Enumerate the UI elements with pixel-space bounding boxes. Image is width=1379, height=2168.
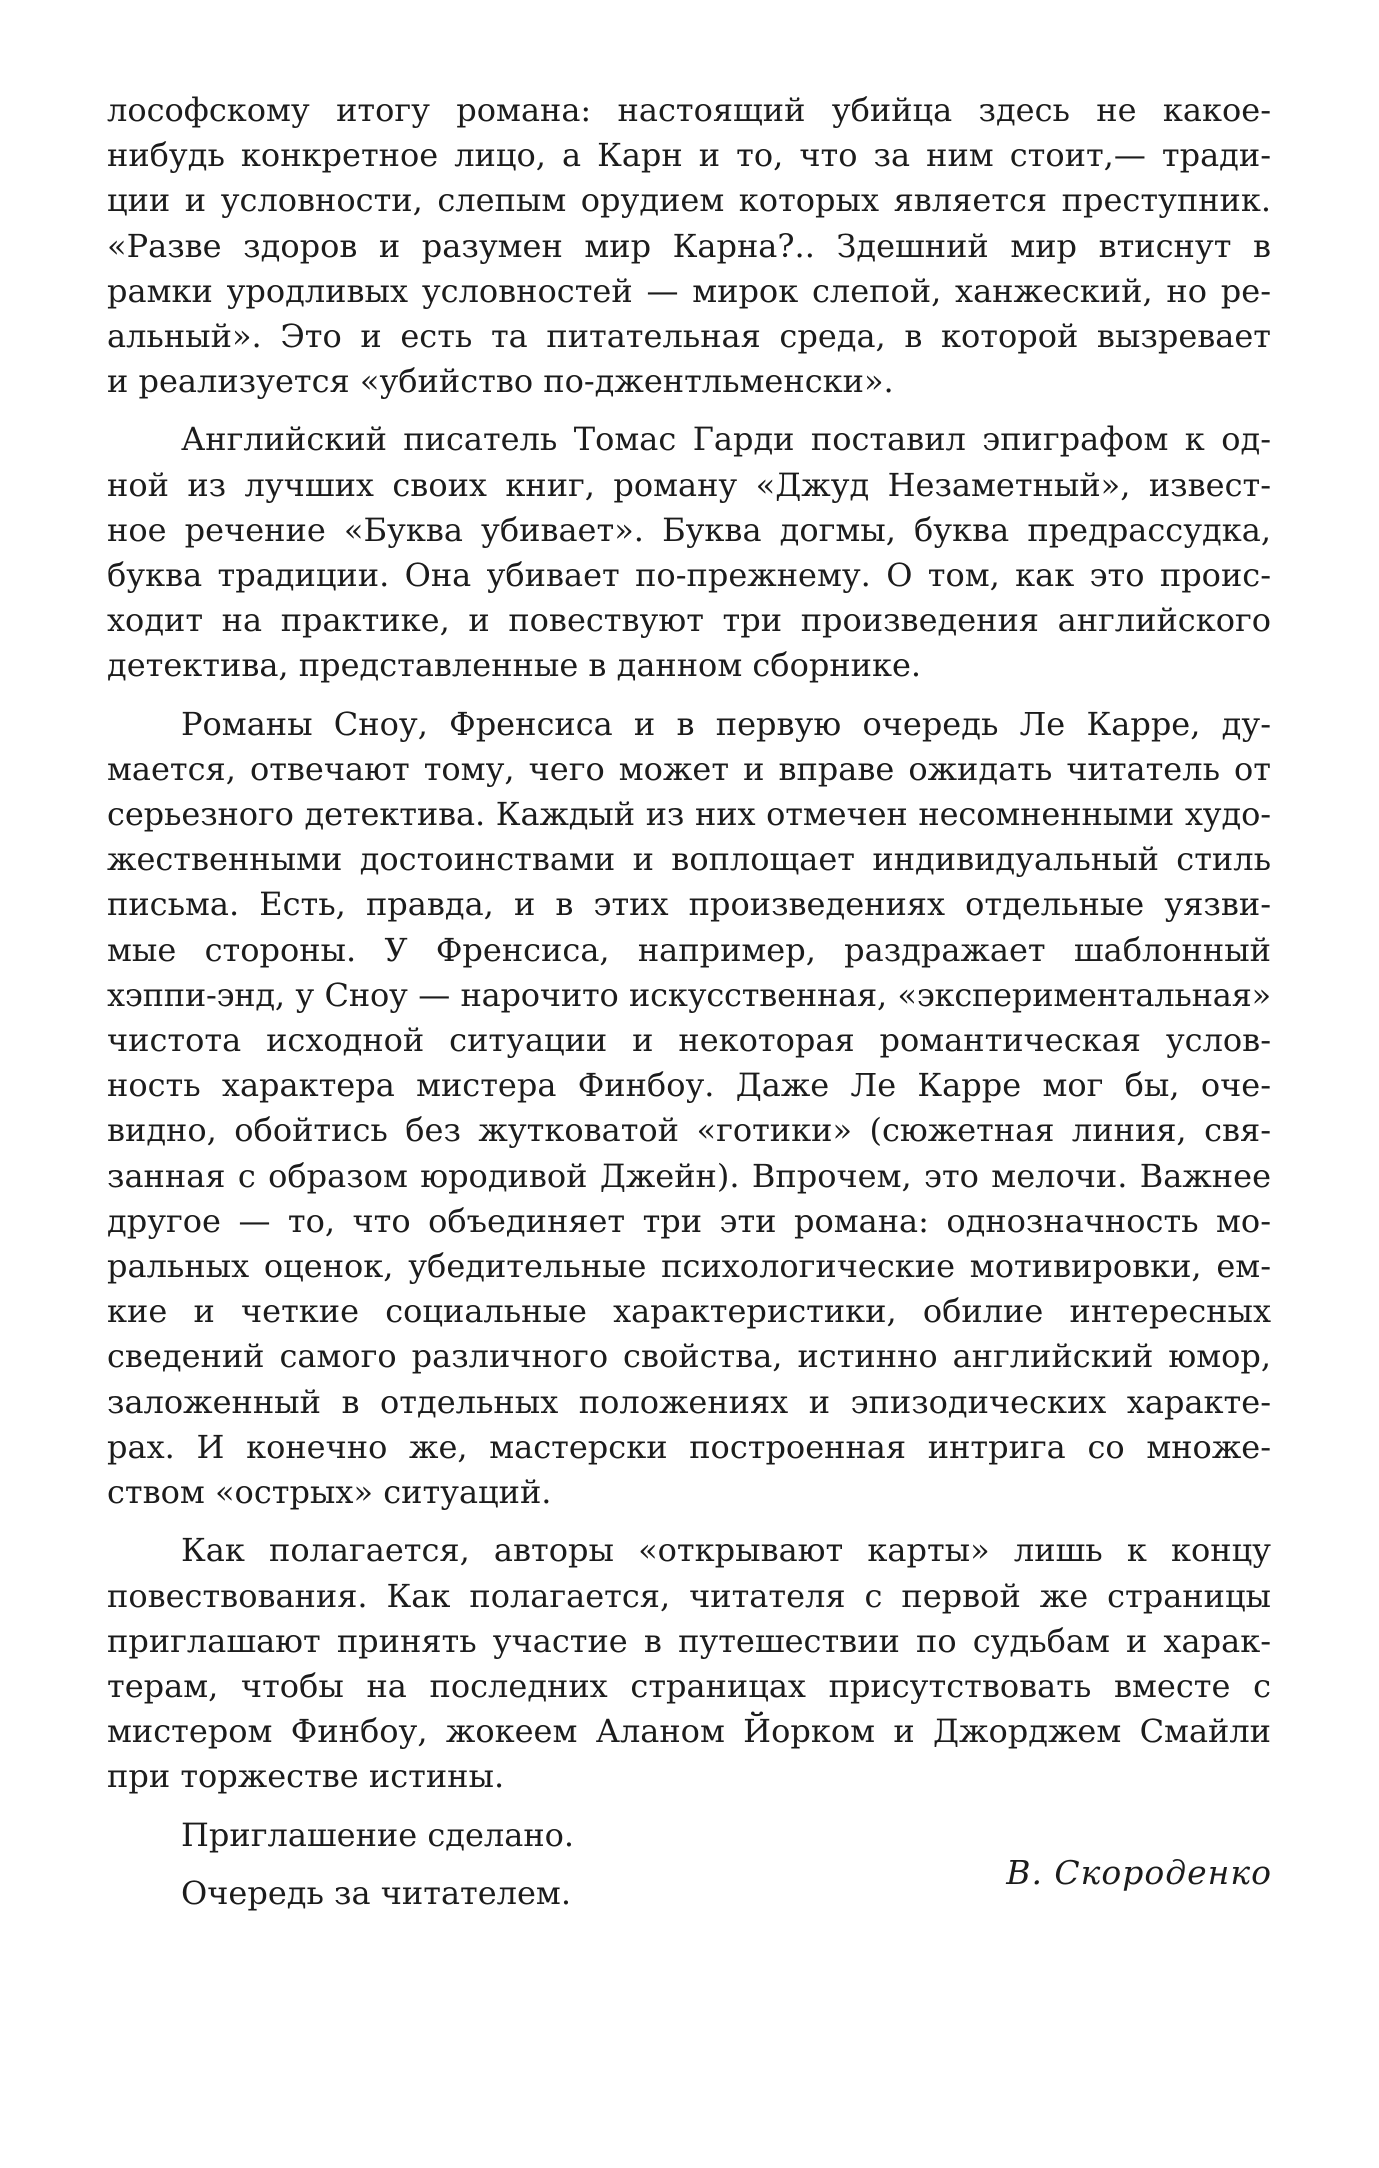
text-line: ходит на практике, и повествуют три произведения английского — [107, 601, 1271, 640]
text-line: альный». Это и есть та питательная среда, в которой вызревает — [107, 317, 1271, 356]
text-line: ность характера мистера Финбоу. Даже Ле Карре мог бы, оче- — [107, 1066, 1271, 1105]
text-line: Романы Сноу, Френсиса и в первую очередь Ле Карре, ду- — [181, 704, 1271, 743]
text-line: мые стороны. У Френсиса, например, раздражает шаблонный — [107, 930, 1271, 969]
paragraph-3 — [107, 702, 1271, 1516]
text-line: детектива, представленные в данном сборнике. — [107, 646, 922, 685]
text-line: ции и условности, слепым орудием которых является преступник. — [107, 181, 1271, 220]
text-line: мистером Финбоу, жокеем Аланом Йорком и Джорджем Смайли — [107, 1712, 1271, 1751]
text-line: Как полагается, авторы «открывают карты» лишь к концу — [181, 1531, 1271, 1570]
text-line: другое — то, что объединяет три эти романа: однозначность мо- — [107, 1201, 1271, 1240]
text-line: ное речение «Буква убивает». Буква догмы, буква предрассудка, — [107, 510, 1271, 549]
author-signature: В. Скороденко — [1006, 1853, 1272, 1892]
text-line: рамки уродливых условностей — мирок слепой, ханжеский, но ре- — [107, 271, 1271, 310]
text-line: сведений самого различного свойства, истинно английский юмор, — [107, 1337, 1271, 1376]
text-line: мается, отвечают тому, чего может и вправе ожидать читатель от — [107, 749, 1271, 788]
paragraph-2 — [107, 417, 1271, 688]
text-line: буква традиции. Она убивает по-прежнему. О том, как это проис- — [107, 556, 1271, 595]
text-line: ством «острых» ситуаций. — [107, 1473, 552, 1512]
text-line: серьезного детектива. Каждый из них отмечен несомненными худо- — [107, 795, 1271, 834]
text-line: кие и четкие социальные характеристики, обилие интересных — [107, 1292, 1271, 1331]
text-line: видно, обойтись без жутковатой «готики» (сюжетная линия, свя- — [107, 1111, 1271, 1150]
paragraph-4 — [107, 1528, 1271, 1799]
text-line: занная с образом юродивой Джейн). Впрочем, это мелочи. Важнее — [107, 1156, 1271, 1195]
text-line: при торжестве истины. — [107, 1757, 505, 1796]
text-line: и реализуется «убийство по-джентльменски». — [107, 362, 894, 401]
text-line: терам, чтобы на последних страницах присутствовать вместе с — [107, 1666, 1271, 1705]
text-line: «Разве здоров и разумен мир Карна?.. Здешний мир втиснут в — [107, 226, 1271, 265]
text-line: заложенный в отдельных положениях и эпизодических характе- — [107, 1382, 1271, 1421]
text-line: ной из лучших своих книг, роману «Джуд Незаметный», извест- — [107, 465, 1271, 504]
text-line: Очередь за читателем. — [181, 1873, 571, 1912]
body-text — [107, 88, 1271, 1929]
text-line: Приглашение сделано. — [181, 1815, 575, 1854]
text-line: нибудь конкретное лицо, а Карн и то, что за ним стоит,— тради- — [107, 136, 1271, 175]
text-line: повествования. Как полагается, читателя с первой же страницы — [107, 1576, 1271, 1615]
text-line: жественными достоинствами и воплощает индивидуальный стиль — [107, 840, 1271, 879]
text-line: чистота исходной ситуации и некоторая романтическая услов- — [107, 1021, 1271, 1060]
text-line: письма. Есть, правда, и в этих произведениях отдельные уязви- — [107, 885, 1271, 924]
text-line: лософскому итогу романа: настоящий убийца здесь не какое- — [107, 91, 1271, 129]
text-line: Английский писатель Томас Гарди поставил эпиграфом к од- — [181, 420, 1271, 459]
text-line: ральных оценок, убедительные психологические мотивировки, ем- — [107, 1247, 1271, 1286]
paragraph-5 — [107, 1813, 1271, 1858]
paragraph-1 — [107, 88, 1271, 404]
text-line: рах. И конечно же, мастерски построенная интрига со множе- — [107, 1427, 1271, 1466]
text-line: хэппи-энд, у Сноу — нарочито искусственная, «экспериментальная» — [107, 975, 1271, 1014]
text-line: приглашают принять участие в путешествии по судьбам и харак- — [107, 1621, 1271, 1660]
